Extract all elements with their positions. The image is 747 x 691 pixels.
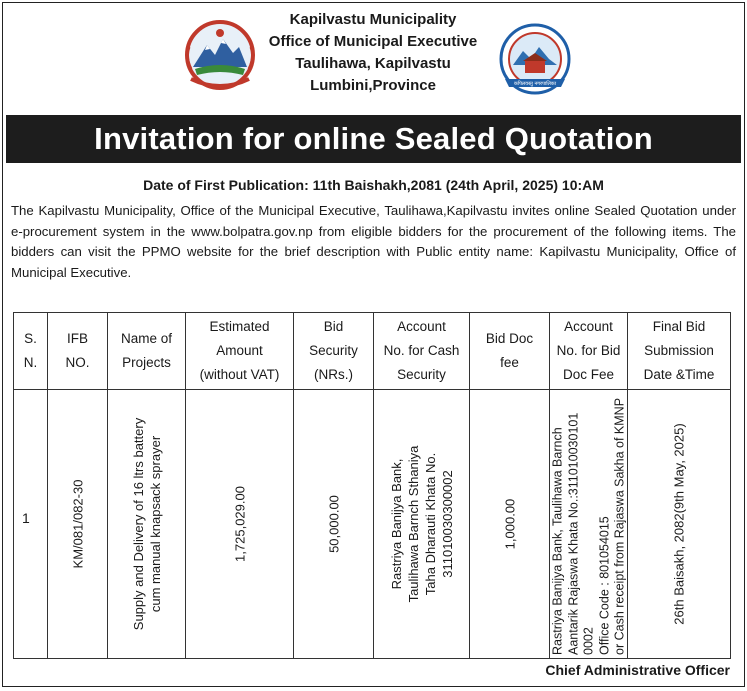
quotation-table [13, 312, 731, 659]
table-row [14, 390, 731, 659]
cell-doc-fee: 1,000.00 [470, 390, 550, 659]
cell-amount: 1,725,029.00 [186, 390, 294, 659]
office-location: Taulihawa, Kapilvastu [295, 55, 451, 72]
cell-ifb: KM/081/082-30 [48, 390, 108, 659]
header-amount: Estimated Amount (without VAT) [186, 313, 294, 390]
header-project: Name of Projects [108, 313, 186, 390]
municipality-logo [497, 21, 573, 97]
signatory-title: Chief Administrative Officer [545, 662, 730, 678]
header-sn: S. N. [14, 313, 48, 390]
province-name: Lumbini,Province [310, 77, 436, 94]
cell-security: 50,000.00 [294, 390, 374, 659]
header-account-fee: Account No. for Bid Doc Fee [550, 313, 628, 390]
cell-project: Supply and Delivery of 16 ltrs battery cum manual knapsack sprayer [108, 390, 186, 659]
notice-title: Invitation for online Sealed Quotation [6, 115, 741, 163]
header-security: Bid Security (NRs.) [294, 313, 374, 390]
office-address [253, 9, 493, 97]
office-name: Office of Municipal Executive [268, 33, 478, 50]
header [3, 3, 744, 111]
header-doc-fee: Bid Doc fee [470, 313, 550, 390]
table-header-row [14, 313, 731, 390]
nepal-emblem-logo [181, 17, 259, 95]
notice-page [2, 2, 745, 687]
cell-deadline: 26th Baisakh, 2082(9th May, 2025) [628, 390, 731, 659]
header-deadline: Final Bid Submission Date &Time [628, 313, 731, 390]
municipality-logo-text: कपिलवस्तु नगरपालिका [513, 81, 557, 87]
cell-sn: 1 [14, 390, 48, 659]
cell-account-security: Rastriya Banijya Bank, Taulihawa Barnch Sthaniya Taha Dharauti Khata No. 311010030300002 [374, 390, 470, 659]
header-ifb: IFB NO. [48, 313, 108, 390]
municipality-name: Kapilvastu Municipality [289, 11, 457, 28]
cell-account-fee: Rastriya Banijya Bank, Taulihawa Barnch Aantarik Rajaswa Khata No.:311010030101 0002 Office Code : 801054015 or Cash receipt from Rajaswa Sakha of KMNP [550, 390, 628, 659]
invitation-paragraph: The Kapilvastu Municipality, Office of the Municipal Executive, Taulihawa,Kapilvastu invites online Sealed Quotation under e-procurement system in the www.bolpatra.gov.np from eligible bidders for the procurement of the following items. The bidders can visit the PPMO website for the brief description with Public entity name: Kapilvastu Municipality, Office of Municipal Executive. [11, 203, 736, 280]
publication-date: Date of First Publication: 11th Baishakh,2081 (24th April, 2025) 10:AM [143, 177, 604, 193]
header-account-security: Account No. for Cash Security [374, 313, 470, 390]
